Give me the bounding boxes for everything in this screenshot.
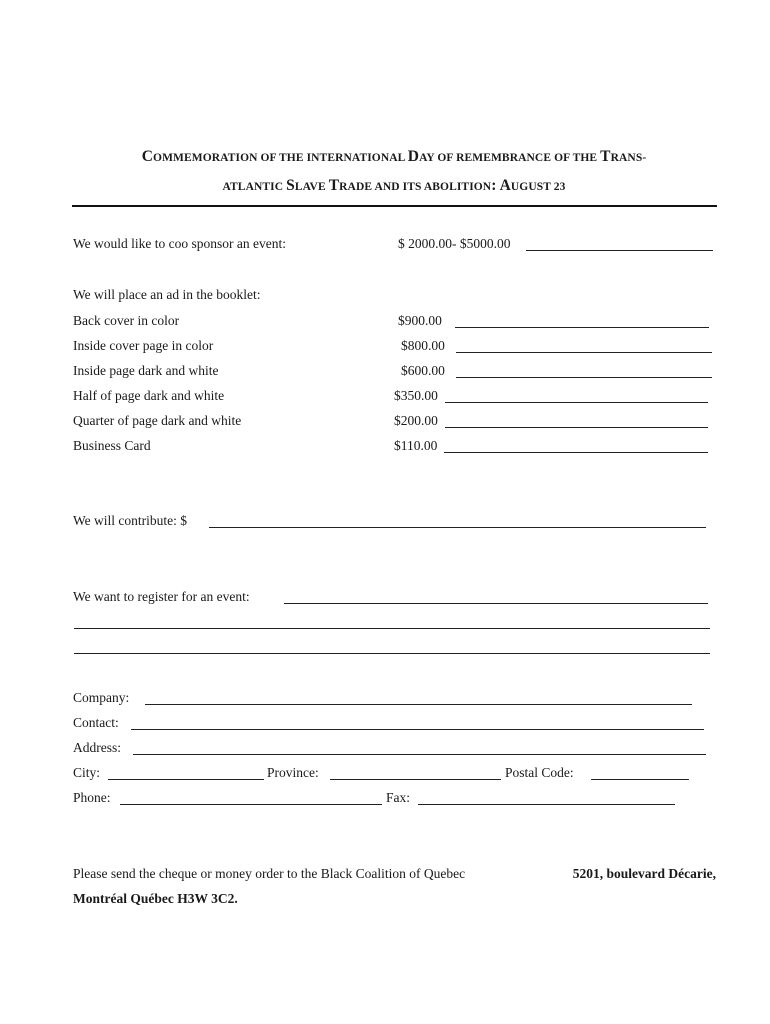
ad-item-field[interactable]: [444, 452, 708, 453]
ad-item-price: $200.00: [394, 413, 438, 428]
company-label: Company:: [73, 690, 130, 705]
ad-item-price: $350.00: [394, 388, 438, 403]
ads-heading: We will place an ad in the booklet:: [73, 287, 261, 302]
ad-item-label: Inside cover page in color: [73, 338, 214, 353]
address-field[interactable]: [133, 754, 706, 755]
ad-item-field[interactable]: [445, 427, 708, 428]
fax-label: Fax:: [386, 790, 411, 805]
footer-text: Please send the cheque or money order to the Black Coalition of Quebec: [73, 866, 466, 881]
phone-field[interactable]: [120, 804, 382, 805]
contact-field[interactable]: [131, 729, 704, 730]
ad-item-label: Quarter of page dark and white: [73, 413, 242, 428]
city-field[interactable]: [108, 779, 264, 780]
sponsor-field[interactable]: [526, 250, 713, 251]
ad-item-label: Back cover in color: [73, 313, 180, 328]
sponsor-price: $ 2000.00- $5000.00: [398, 236, 511, 251]
company-field[interactable]: [145, 704, 692, 705]
province-field[interactable]: [330, 779, 501, 780]
ad-item-price: $800.00: [401, 338, 445, 353]
phone-label: Phone:: [73, 790, 111, 805]
ad-item-label: Business Card: [73, 438, 151, 453]
footer-address-street: 5201, boulevard Décarie,: [572, 866, 716, 881]
ad-item-label: Half of page dark and white: [73, 388, 225, 403]
province-label: Province:: [267, 765, 319, 780]
city-label: City:: [73, 765, 101, 780]
register-field-line-3[interactable]: [74, 653, 710, 654]
ad-item-field[interactable]: [456, 352, 712, 353]
register-field[interactable]: [284, 603, 708, 604]
ad-item-field[interactable]: [456, 377, 712, 378]
postal-code-field[interactable]: [591, 779, 689, 780]
ad-item-field[interactable]: [455, 327, 709, 328]
ad-item-price: $600.00: [401, 363, 445, 378]
fax-field[interactable]: [418, 804, 675, 805]
document-title-line-1: COMMEMORATION OF THE INTERNATIONAL DAY OF REMEMBRANCE OF THE TRANS-: [141, 148, 647, 165]
address-label: Address:: [73, 740, 121, 755]
ad-item-field[interactable]: [445, 402, 708, 403]
postal-code-label: Postal Code:: [505, 765, 574, 780]
contact-label: Contact:: [73, 715, 119, 730]
sponsor-label: We would like to coo sponsor an event:: [73, 236, 286, 251]
footer-line-1: [73, 866, 716, 882]
document-title-line-2: ATLANTIC SLAVE TRADE AND ITS ABOLITION: AUGUST 23: [222, 177, 566, 194]
footer-address-city: Montréal Québec H3W 3C2.: [73, 891, 238, 906]
contribute-label: We will contribute: $: [73, 513, 188, 528]
register-label: We want to register for an event:: [73, 589, 250, 604]
title-divider: [72, 205, 717, 207]
ad-item-price: $110.00: [394, 438, 438, 453]
contribute-field[interactable]: [209, 527, 706, 528]
ad-item-price: $900.00: [398, 313, 442, 328]
ad-item-label: Inside page dark and white: [73, 363, 219, 378]
register-field-line-2[interactable]: [74, 628, 710, 629]
